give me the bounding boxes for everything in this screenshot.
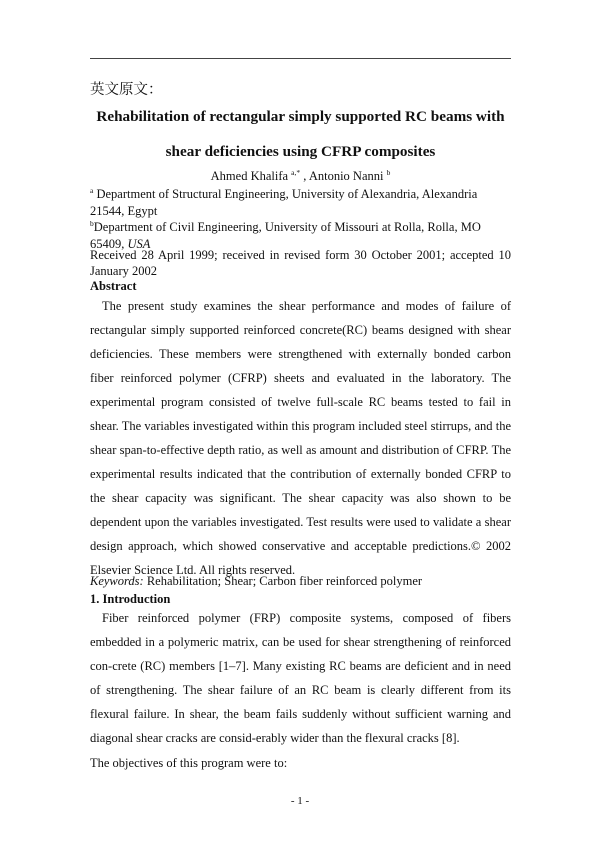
- author-2: Antonio Nanni: [308, 169, 387, 184]
- affiliation-mark: a: [90, 186, 94, 195]
- affiliation-text: Department of Civil Engineering, University of Missouri at Rolla, Rolla, MO 65409,: [90, 220, 481, 252]
- keywords-text: Rehabilitation; Shear; Carbon fiber reinforced polymer: [143, 574, 423, 588]
- section-heading-original-text: 英文原文：: [90, 82, 163, 98]
- author-separator: ,: [300, 169, 309, 184]
- abstract-text: The present study examines the shear performance and modes of failure of rectangular simply supported reinforced concrete(RC) beams designed with shear deficiencies. These members were strengthened with externally bonded carbon fiber reinforced polymer (CFRP) sheets and evaluated in the laboratory. The experimental program consisted of twelve full-scale RC beams tested to fail in shear. The variables investigated within this program included steel stirrups, and the shear span-to-effective depth ratio, as well as amount and distribution of CFRP. The experimental results indicated that the contribution of externally bonded CFRP to the shear capacity was significant. The shear capacity was also shown to be dependent upon the variables investigated. Test results were used to validate a shear design approach, which showed conservative and acceptable predictions.© 2002 Elsevier Science Ltd. All rights reserved.: [90, 299, 511, 577]
- paper-title-line-1: Rehabilitation of rectangular simply supported RC beams with: [96, 108, 505, 125]
- author-1: Ahmed Khalifa: [210, 169, 292, 184]
- affiliation-mark: b: [90, 219, 94, 228]
- affiliation-text: Department of Structural Engineering, University of Alexandria, Alexandria 21544, Egypt: [90, 187, 478, 219]
- paper-title-line-2: shear deficiencies using CFRP composites: [165, 143, 436, 160]
- page-number: - 1 -: [290, 795, 310, 807]
- affiliation-country: USA: [127, 237, 151, 252]
- introduction-text: Fiber reinforced polymer (FRP) composite systems, composed of fibers embedded in a polymeric matrix, can be used for shear strengthening of reinforced con-crete (RC) members [1–7]. Many existing RC beams are deficient and in need of strengthening. The shear failure of an RC beam is clearly different from its flexural failure. In shear, the beam fails suddenly without sufficient warning and diagonal shear cracks are consid-erably wider than the flexural cracks [8].: [90, 611, 511, 745]
- introduction-heading: 1. Introduction: [90, 592, 171, 606]
- received-dates: Received 28 April 1999; received in revised form 30 October 2001; accepted 10 January 2002: [90, 248, 511, 278]
- header-rule: [90, 58, 511, 59]
- author-2-affiliation-mark: b: [386, 168, 391, 177]
- objectives-line: The objectives of this program were to:: [90, 756, 288, 770]
- keywords-line: [90, 574, 422, 589]
- author-1-affiliation-mark: a,*: [291, 168, 301, 177]
- abstract-heading: Abstract: [90, 279, 137, 293]
- keywords-label: Keywords:: [90, 574, 144, 588]
